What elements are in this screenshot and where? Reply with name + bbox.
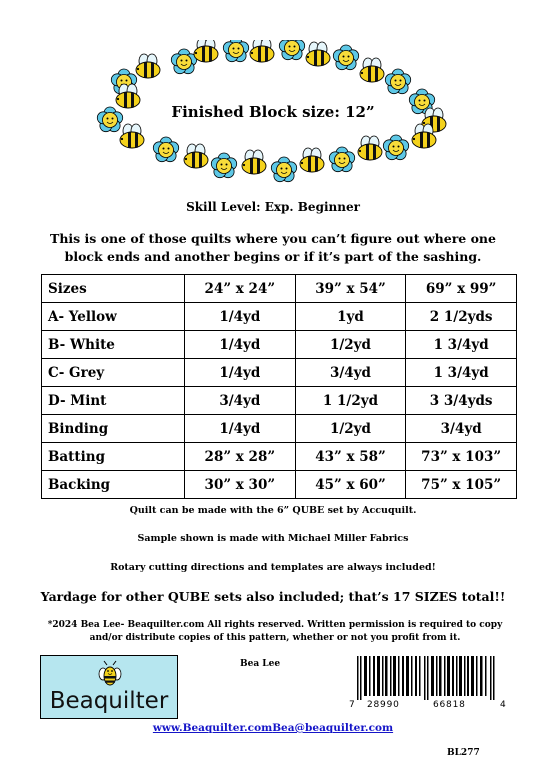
table-cell: B- White xyxy=(42,331,185,359)
yardage-table xyxy=(41,274,517,499)
table-cell: 24” x 24” xyxy=(185,275,296,303)
table-cell: 1 3/4yd xyxy=(406,331,517,359)
block-size-title: Finished Block size: 12” xyxy=(171,103,375,121)
table-cell: 1 1/2yd xyxy=(295,387,406,415)
table-cell: 75” x 105” xyxy=(406,471,517,499)
rotary-note: Rotary cutting directions and templates are always included! xyxy=(110,562,436,573)
table-cell: 45” x 60” xyxy=(295,471,406,499)
table-cell: 3/4yd xyxy=(185,387,296,415)
table-row xyxy=(42,415,517,443)
table-cell: Sizes xyxy=(42,275,185,303)
barcode-digit-first: 7 xyxy=(349,700,355,710)
table-cell: 39” x 54” xyxy=(295,275,406,303)
intro-text: This is one of those quilts where you can’t figure out where one block ends and another begins or if it’s part of the sashing. xyxy=(50,231,496,264)
table-header-row xyxy=(42,275,517,303)
table-cell: 43” x 58” xyxy=(295,443,406,471)
table-cell: C- Grey xyxy=(42,359,185,387)
copyright-notice: *2024 Bea Lee- Beaquilter.com All rights reserved. Written permission is required to copy and/or distribute copies of this pattern, whether or not you profit from it. xyxy=(47,620,503,643)
table-row xyxy=(42,387,517,415)
table-row xyxy=(42,443,517,471)
table-cell: 1/4yd xyxy=(185,331,296,359)
contact-links xyxy=(0,722,546,734)
table-cell: D- Mint xyxy=(42,387,185,415)
website-link[interactable]: www.Beaquilter.com xyxy=(152,722,273,734)
table-row xyxy=(42,471,517,499)
table-cell: 73” x 103” xyxy=(406,443,517,471)
table-cell: 1yd xyxy=(295,303,406,331)
table-cell: 1 3/4yd xyxy=(406,359,517,387)
table-cell: Binding xyxy=(42,415,185,443)
beaquilter-logo xyxy=(40,655,178,719)
table-cell: 2 1/2yds xyxy=(406,303,517,331)
pattern-code: BL277 xyxy=(447,748,480,758)
table-cell: 3/4yd xyxy=(406,415,517,443)
skill-level: Skill Level: Exp. Beginner xyxy=(186,200,360,214)
email-link[interactable]: Bea@beaquilter.com xyxy=(272,722,394,734)
table-cell: 3 3/4yds xyxy=(406,387,517,415)
table-cell: 28” x 28” xyxy=(185,443,296,471)
table-cell: 3/4yd xyxy=(295,359,406,387)
qube-note: Quilt can be made with the 6” QUBE set by Accuquilt. xyxy=(129,505,417,516)
bee-icon xyxy=(96,660,124,688)
table-cell: 1/2yd xyxy=(295,415,406,443)
table-cell: A- Yellow xyxy=(42,303,185,331)
table-cell: Batting xyxy=(42,443,185,471)
table-cell: 1/4yd xyxy=(185,303,296,331)
barcode-bars xyxy=(349,656,507,700)
table-cell: 30” x 30” xyxy=(185,471,296,499)
barcode xyxy=(349,656,507,710)
table-cell: 1/4yd xyxy=(185,359,296,387)
table-cell: 69” x 99” xyxy=(406,275,517,303)
barcode-digit-last: 4 xyxy=(500,700,506,710)
table-row xyxy=(42,303,517,331)
sample-note: Sample shown is made with Michael Miller Fabrics xyxy=(137,533,409,544)
table-cell: Backing xyxy=(42,471,185,499)
logo-wordmark: Beaquilter xyxy=(49,688,169,714)
barcode-digits-right: 66818 xyxy=(433,700,466,710)
yardage-note: Yardage for other QUBE sets also included; that’s 17 SIZES total!! xyxy=(40,589,506,604)
author-name: Bea Lee xyxy=(240,659,281,669)
barcode-digits-left: 28990 xyxy=(367,700,400,710)
table-cell: 1/4yd xyxy=(185,415,296,443)
table-cell: 1/2yd xyxy=(295,331,406,359)
table-row xyxy=(42,331,517,359)
table-row xyxy=(42,359,517,387)
